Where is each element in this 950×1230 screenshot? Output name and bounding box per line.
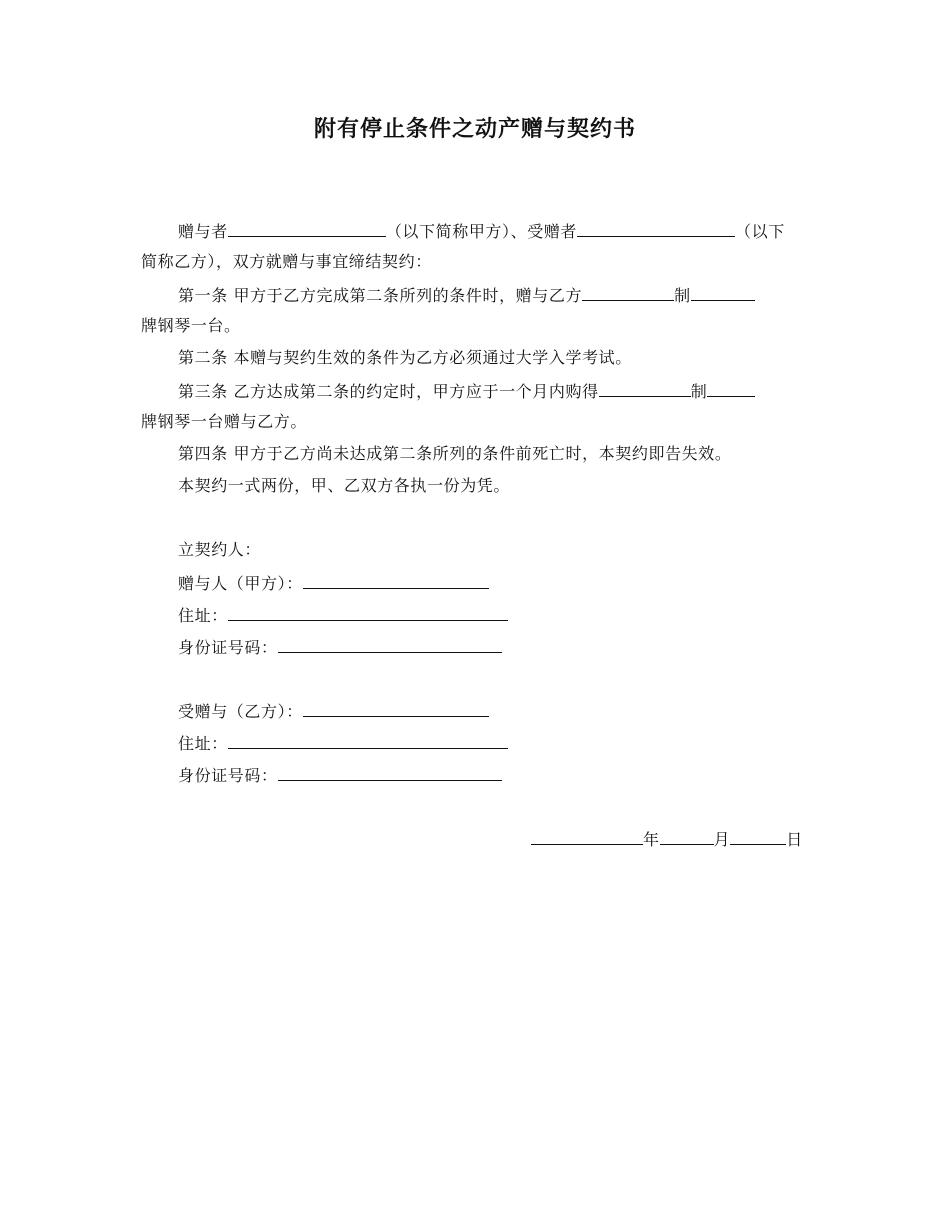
article-4: 第四条 甲方于乙方尚未达成第二条所列的条件前死亡时，本契约即告失效。 — [178, 444, 732, 463]
date-row — [531, 827, 803, 851]
article-1-line-2: 牌钢琴一台。 — [141, 316, 241, 335]
donor-signature-row — [178, 571, 489, 595]
donor-address-blank[interactable] — [228, 603, 508, 621]
article-3-made-label: 制 — [690, 382, 708, 401]
donee-label: （以下简称甲方）、受赠者 — [385, 222, 578, 241]
day-blank[interactable] — [730, 827, 786, 845]
donor-id-blank[interactable] — [278, 635, 502, 653]
donor-name-blank[interactable] — [228, 219, 386, 237]
intro-line-1 — [178, 219, 785, 243]
donor-label: 赠与者 — [178, 222, 228, 241]
piano-maker-blank-2[interactable] — [599, 379, 691, 397]
article-2: 第二条 本赠与契约生效的条件为乙方必须通过大学入学考试。 — [178, 348, 632, 367]
donor-address-label: 住址： — [178, 606, 228, 625]
donee-id-blank[interactable] — [278, 763, 502, 781]
article-3-text: 第三条 乙方达成第二条的约定时，甲方应于一个月内购得 — [178, 382, 599, 401]
donee-id-label: 身份证号码： — [178, 766, 278, 785]
donee-address-row — [178, 731, 508, 755]
month-blank[interactable] — [660, 827, 714, 845]
piano-maker-blank-1[interactable] — [582, 283, 674, 301]
piano-brand-blank-2[interactable] — [707, 379, 755, 397]
donee-signature-label: 受赠与（乙方）： — [178, 702, 303, 721]
donor-address-row — [178, 603, 508, 627]
year-blank[interactable] — [531, 827, 643, 845]
month-label: 月 — [713, 830, 731, 849]
closing-statement: 本契约一式两份，甲、乙双方各执一份为凭。 — [178, 476, 511, 495]
day-label: 日 — [786, 830, 803, 849]
donor-id-row — [178, 635, 502, 659]
article-1-text: 第一条 甲方于乙方完成第二条所列的条件时，赠与乙方 — [178, 286, 583, 305]
donee-address-blank[interactable] — [228, 731, 508, 749]
donee-name-blank[interactable] — [577, 219, 735, 237]
donee-signature-blank[interactable] — [303, 699, 489, 717]
intro-continuation: （以下 — [735, 222, 785, 241]
donee-id-row — [178, 763, 502, 787]
donor-signature-label: 赠与人（甲方）： — [178, 574, 303, 593]
article-1-made-label: 制 — [674, 286, 691, 305]
article-3-line-2: 牌钢琴一台赠与乙方。 — [141, 412, 308, 431]
signers-heading: 立契约人： — [178, 540, 262, 559]
donor-id-label: 身份证号码： — [178, 638, 278, 657]
donee-signature-row — [178, 699, 489, 723]
article-1-line-1 — [178, 283, 755, 307]
article-3-line-1 — [178, 379, 755, 403]
piano-brand-blank-1[interactable] — [691, 283, 755, 301]
document-title: 附有停止条件之动产赠与契约书 — [313, 117, 636, 142]
donee-address-label: 住址： — [178, 734, 228, 753]
year-label: 年 — [643, 830, 660, 849]
donor-signature-blank[interactable] — [303, 571, 489, 589]
intro-line-2: 简称乙方），双方就赠与事宜缔结契约： — [141, 252, 432, 271]
